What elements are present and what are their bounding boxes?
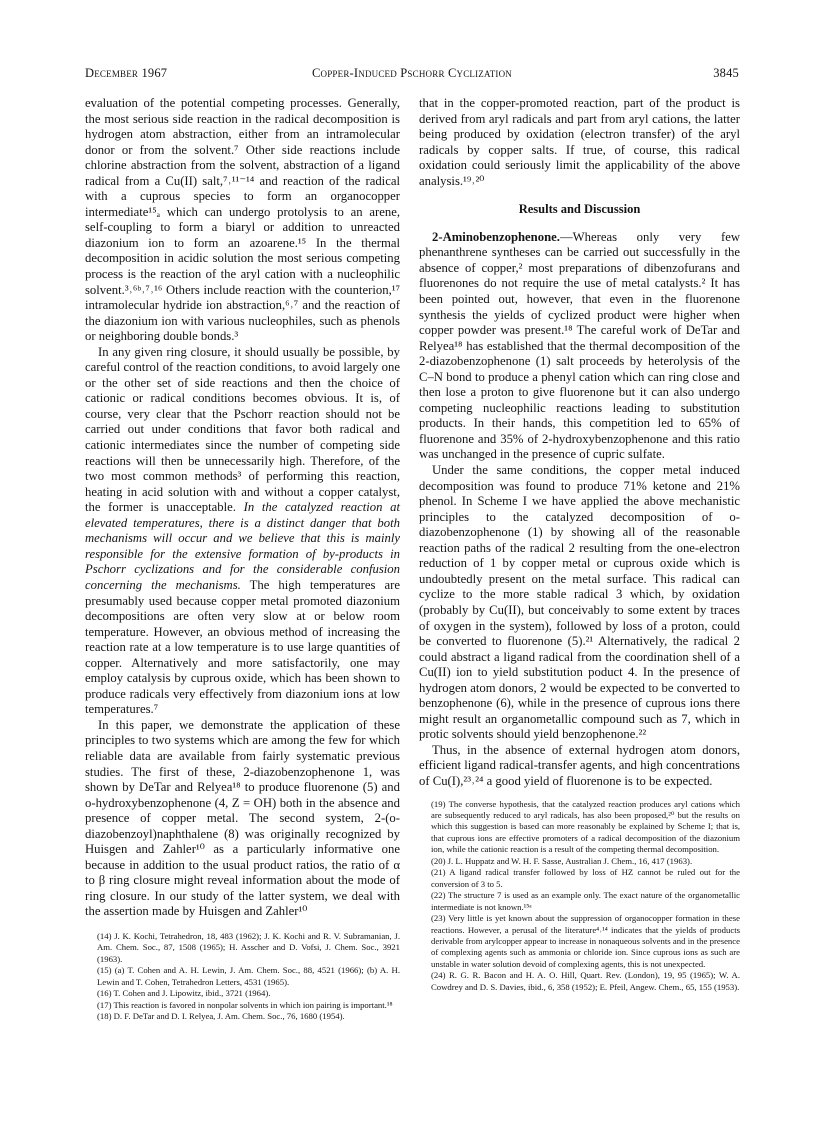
- paragraph-text: The high temperatures are presumably used because copper metal promoted diazonium decompositions are often very slow at or below room temperature. However, an obvious method of increasing the reaction rate at a low temperature is to use large quantities of copper. Alternatively and more satisfactorily, one may employ catalysis by cuprous oxide, which has been shown to produce radicals very effectively from diazonium ions at low temperatures.⁷: [85, 577, 400, 717]
- right-column: [419, 96, 740, 993]
- footnote: (23) Very little is yet known about the suppression of organocopper formation in these reactions. However, a perusal of the literature⁴˒¹⁴ indicates that the yields of products derivable from arylcopper appear to increase in nonaqueous solvents and in the presence of complexing agents such as ammonia or chloride ion. Since cuprous ions as such are unstable in water solution devoid of complexing agents, this is not unexpected.: [431, 913, 740, 969]
- footnote: (15) (a) T. Cohen and A. H. Lewin, J. Am. Chem. Soc., 88, 4521 (1966); (b) A. H. Lewin and T. Cohen, Tetrahedron Letters, 4531 (1965).: [97, 965, 400, 987]
- paragraph: [85, 345, 400, 718]
- header-date: December 1967: [85, 66, 168, 80]
- footnote: (17) This reaction is favored in nonpolar solvents in which ion pairing is important.¹⁸: [97, 999, 393, 1010]
- header-title: Copper-Induced Pschorr Cyclization: [311, 66, 512, 80]
- footnotes: [85, 931, 400, 1023]
- paragraph: Under the same conditions, the copper metal induced decomposition was found to produce 71% ketone and 21% phenol. In Scheme I we have applied the above mechanistic principles to the catalyzed decomposition of o-diazobenzophenone (1) by showing all of the reasonable reaction paths of the radical 2 resulting from the one-electron reduction of 1 by copper metal or cuprous oxide which is undoubtedly present on the metal surface. This radical can cyclize to the more stable radical 3 which, by oxidation (probably by Cu(II), but conceivably to some extent by traces of oxygen in the system), followed by loss of a proton, could be converted to fluorenone (5).²¹ Alternatively, the radical 2 could abstract a ligand radical from the coordination shell of a Cu(II) ion to yield substitution poduct 4. In the presence of hydrogen atom donors, 2 would be expected to be converted to benzophenone (6), while in the presence of cuprous ions there might result an organometallic compound such as 7, which in protic solvents should yield benzophenone.²²: [419, 463, 740, 742]
- footnote: (21) A ligand radical transfer followed by loss of HZ cannot be ruled out for the conversion of 3 to 5.: [431, 867, 740, 889]
- paragraph: that in the copper-promoted reaction, part of the product is derived from aryl radicals and part from aryl cations, the latter being produced by oxidation (electron transfer) of the aryl radicals by copper salts. If true, of course, this radical oxidation could seriously limit the applicability of the above analysis.¹⁹˒²⁰: [419, 96, 740, 188]
- section-heading: Results and Discussion: [518, 202, 641, 217]
- footnote: (14) J. K. Kochi, Tetrahedron, 18, 483 (1962); J. K. Kochi and R. V. Subramanian, J. Am. Chem. Soc., 87, 1508 (1965); H. Asscher and D. Vofsi, J. Chem. Soc., 3921 (1963).: [97, 930, 400, 964]
- footnotes: [419, 799, 740, 994]
- paragraph: In this paper, we demonstrate the application of these principles to two systems which are among the few for which reliable data are available from fairly systematic previous studies. The first of these, 2-diazobenzophenone 1, was shown by DeTar and Relyea¹⁸ to produce fluorenone (5) and o-hydroxybenzophenone (4, Z = OH) both in the absence and presence of copper metal. The second system, 2-(o-diazobenzoyl)naphthalene (8) was originally recognized by Huisgen and Zahler¹⁰ as a particularly informative one because in addition to the usual product ratios, the ratio of α to β ring closure might reveal information about the mode of ring closure. In our study of the latter system, we deal with the assertion made by Huisgen and Zahler¹⁰: [85, 717, 400, 919]
- emphasized-text: In the catalyzed reaction at elevated temperatures, there is a distinct danger that both mechanisms will occur and we believe that this is mainly responsible for the extensive formation of by-products in Pschorr cyclizations and for the considerable confusion concerning the mechanisms.: [85, 500, 400, 592]
- footnote: (19) The converse hypothesis, that the catalyzed reaction produces aryl cations which are subsequently reduced to aryl radicals, has also been proposed,²⁰ but the results on which this suggestion is based can more reasonably be explained by Scheme I; that is, that cuprous ions are effective promoters of a radical decomposition of the diazonium ion, while the cationic reaction is a result of the competing thermal decomposition.: [431, 798, 740, 855]
- footnote: (18) D. F. DeTar and D. I. Relyea, J. Am. Chem. Soc., 76, 1680 (1954).: [97, 1011, 345, 1022]
- left-column: [85, 96, 400, 1023]
- footnote: (16) T. Cohen and J. Lipowitz, ibid., 3721 (1964).: [97, 988, 271, 999]
- footnote: (24) R. G. R. Bacon and H. A. O. Hill, Quart. Rev. (London), 19, 95 (1965); W. A. Cowdrey and D. S. Davies, ibid., 6, 358 (1952); E. Pfeil, Angew. Chem., 65, 155 (1953).: [431, 970, 740, 992]
- running-header: [85, 66, 739, 84]
- footnote: (20) J. L. Huppatz and W. H. F. Sasse, Australian J. Chem., 16, 417 (1963).: [431, 855, 693, 866]
- paragraph: evaluation of the potential competing processes. Generally, the most serious side reaction in the radical decomposition is hydrogen atom abstraction, either from an intramolecular donor or from the solvent.⁷ Other side reactions include chlorine abstraction from the solvent, abstraction of a ligand radical from a Cu(II) salt,⁷˒¹¹⁻¹⁴ and reaction of the radical with a cuprous species to form an organocopper intermediate¹⁵ₐ which can undergo protolysis to an arene, self-coupling to form a biaryl or addition to unreacted diazonium ion to form an azoarene.¹⁵ In the thermal decomposition in acidic solution the most serious competing process is the reaction of the aryl cation with a nucleophilic solvent.³˒⁶ᵇ˒⁷˒¹⁶ Others include reaction with the counterion,¹⁷ intramolecular hydride ion abstraction,⁶˒⁷ and the reaction of the diazonium ion with various nucleophiles, such as phenols or neighboring double bonds.³: [85, 96, 400, 344]
- page-number: 3845: [713, 66, 739, 80]
- paragraph-text: —Whereas only very few phenanthrene syntheses can be carried out successfully in the absence of copper,² most preparations of dibenzofurans and fluorenones do not require the use of metal catalysts.² It has been pointed out, however, that even in the fluorenone synthesis the yields of cyclized product were higher when copper powder was present.¹⁸ The careful work of DeTar and Relyea¹⁸ has established that the thermal decomposition of the 2-diazobenzophenone (1) salt proceeds by heterolysis of the C–N bond to produce a phenyl cation which can ring close and then lose a proton to give fluorenone but it can also undergo competing nucleophilic reactions leading to substitution products. In their hands, this competition led to 65% of fluorenone and 35% of 2-hydroxybenzophenone and this ratio was unchanged in the presence of cupric sulfate.: [419, 229, 740, 462]
- paragraph-text: In any given ring closure, it should usually be possible, by careful control of the reaction conditions, to avoid largely one or the other set of side reactions and then the choice of cationic or radical conditions becomes obvious. It is, of course, very clear that the Pschorr reaction should not be carried out under conditions that favor both radical and cationic intermediates since the number of competing side reactions will then be unnecessarily high. Therefore, of the two most common methods³ of performing this reaction, heating in acid solution with and without a copper catalyst, the former is unacceptable.: [85, 344, 400, 515]
- paragraph: [419, 230, 740, 463]
- run-in-heading: 2-Aminobenzophenone.: [432, 229, 560, 244]
- footnote: (22) The structure 7 is used as an example only. The exact nature of the organometallic intermediate is not known.¹⁵ᵃ: [431, 890, 740, 912]
- paragraph: Thus, in the absence of external hydrogen atom donors, efficient ligand radical-transfer agents, and high concentrations of Cu(I),²³˒²⁴ a good yield of fluorenone is to be expected.: [419, 742, 740, 788]
